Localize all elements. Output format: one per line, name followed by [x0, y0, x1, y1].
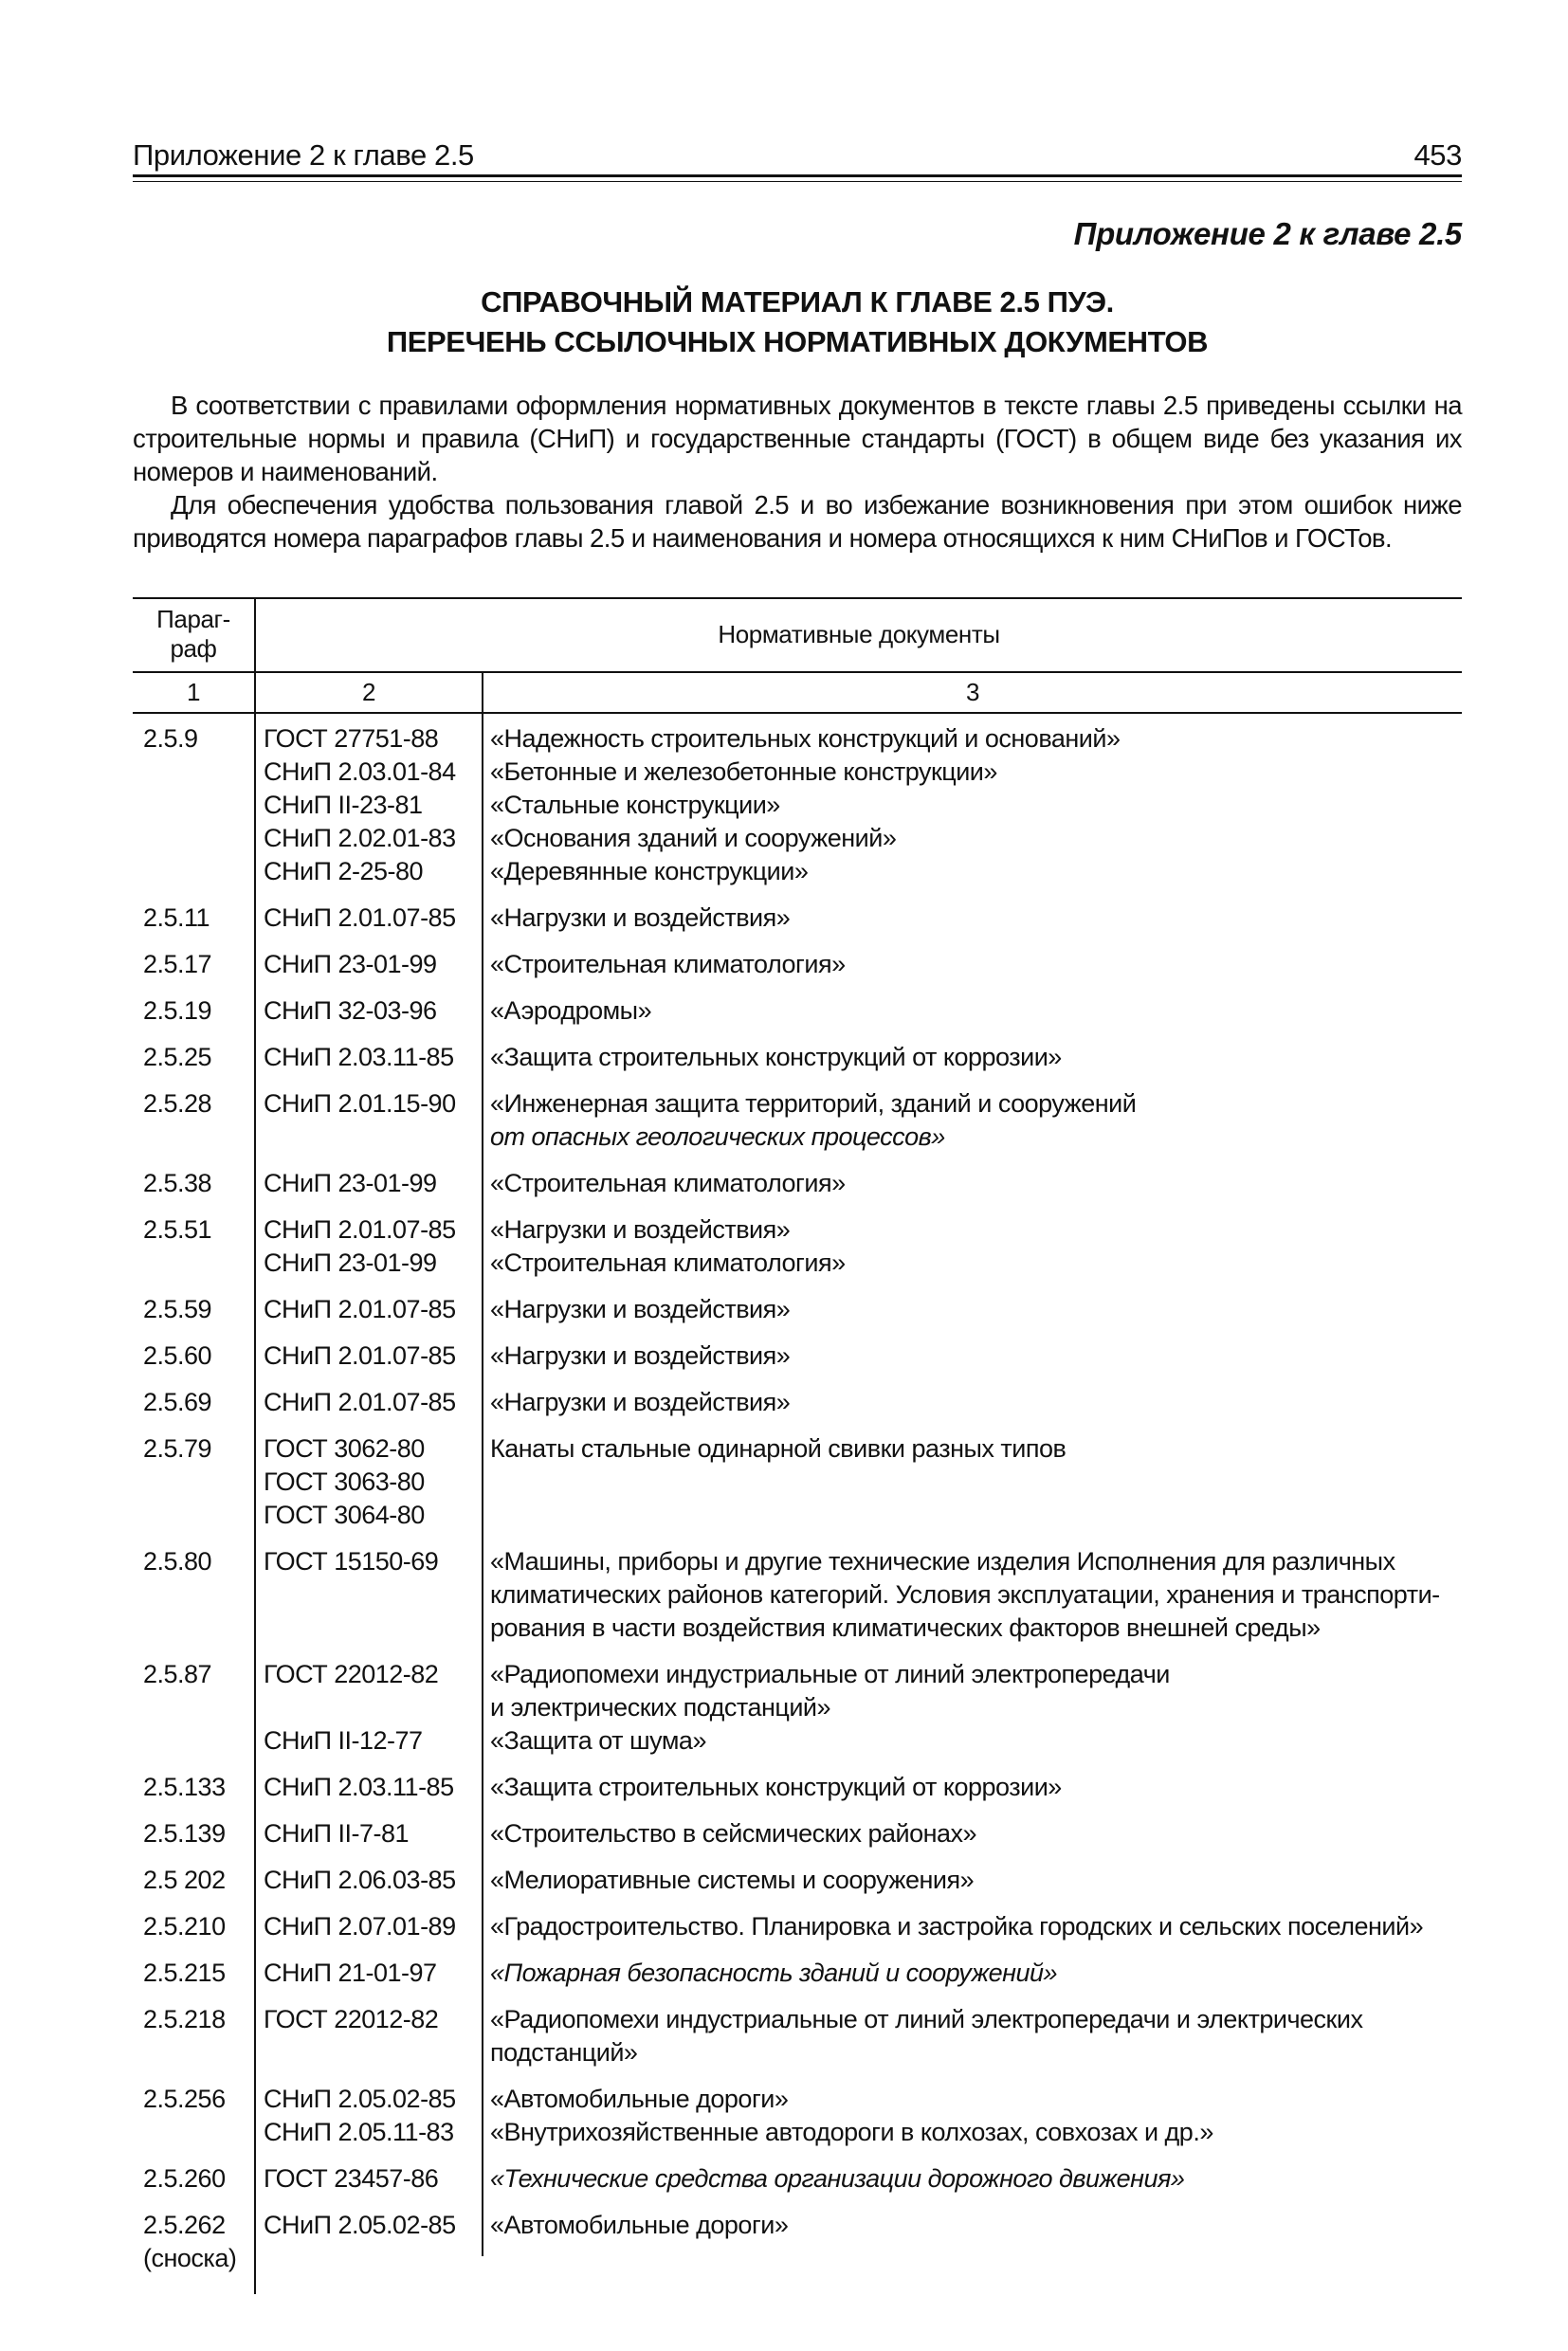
paragraph-line: 2.5.60 [143, 1341, 212, 1370]
table-row [133, 1957, 1462, 2003]
document-code-line: СНиП 2.05.02-85 [264, 2211, 456, 2239]
paragraph-cell [133, 1771, 254, 1804]
document-title-line: «Стальные конструкции» [490, 791, 780, 819]
heading-line-2: ПЕРЕЧЕНЬ ССЫЛОЧНЫХ НОРМАТИВНЫХ ДОКУМЕНТОВ [386, 325, 1209, 358]
document-title-line: «Градостроительство. Планировка и застройка городских и сельских поселений» [490, 1912, 1424, 1941]
document-title-line: «Защита строительных конструкций от коррозии» [490, 1773, 1062, 1801]
document-code-line: СНиП II-23-81 [264, 791, 423, 819]
document-title-cell [482, 1087, 1462, 1154]
intro-text [133, 389, 1462, 555]
document-title-line: «Нагрузки и воздействия» [490, 1341, 791, 1370]
document-code-line: СНиП 23-01-99 [264, 1248, 437, 1277]
heading-line-1: СПРАВОЧНЫЙ МАТЕРИАЛ К ГЛАВЕ 2.5 ПУЭ. [481, 285, 1114, 319]
document-code-line: ГОСТ 22012-82 [264, 2005, 439, 2033]
document-title-cell [482, 1167, 1462, 1200]
document-code-line: СНиП 2.06.03-85 [264, 1866, 456, 1894]
document-code-line: СНиП 2.02.01-83 [264, 824, 456, 852]
document-title-cell [482, 1213, 1462, 1280]
paragraph-line: 2.5.210 [143, 1912, 226, 1941]
document-title-line: подстанций» [490, 2038, 638, 2067]
table-row [133, 994, 1462, 1041]
paragraph-line: (сноска) [143, 2244, 237, 2272]
paragraph-cell [133, 902, 254, 935]
document-code-line: СНиП 2.07.01-89 [264, 1912, 456, 1941]
document-code-line: СНиП 2.03.11-85 [264, 1773, 454, 1801]
document-title-cell [482, 1910, 1462, 1943]
document-code-line: ГОСТ 27751-88 [264, 724, 439, 753]
document-title-cell [482, 1957, 1462, 1990]
document-code-line: СНиП 2.01.15-90 [264, 1089, 456, 1118]
table-row [133, 1293, 1462, 1340]
paragraph-line: 2.5.80 [143, 1547, 212, 1576]
document-code-cell [254, 1771, 482, 1804]
document-code-line: СНиП 2.01.07-85 [264, 903, 456, 932]
paragraph-cell [133, 1432, 254, 1532]
table-row [133, 2162, 1462, 2209]
paragraph-line: 2.5.25 [143, 1043, 212, 1071]
document-title-cell [482, 1864, 1462, 1897]
document-title-cell [482, 722, 1462, 888]
header-paragraph-line-1: Параг- [156, 605, 230, 633]
document-code-cell [254, 1910, 482, 1943]
paragraph-cell [133, 1545, 254, 1645]
paragraph-cell [133, 2162, 254, 2196]
table-row [133, 1041, 1462, 1087]
document-code-cell [254, 1041, 482, 1074]
table-row [133, 1087, 1462, 1167]
document-title-line: «Пожарная безопасность зданий и сооружений» [490, 1959, 1058, 1987]
header-paragraph [133, 605, 254, 664]
document-code-cell [254, 2003, 482, 2069]
document-code-line: СНиП 2-25-80 [264, 857, 424, 885]
paragraph-cell [133, 1087, 254, 1154]
document-title-cell [482, 902, 1462, 935]
document-title-line: «Автомобильные дороги» [490, 2211, 789, 2239]
document-code-cell [254, 1340, 482, 1373]
document-code-cell [254, 1658, 482, 1758]
header-paragraph-line-2: раф [170, 634, 217, 663]
document-title-line: «Мелиоративные системы и сооружения» [490, 1866, 975, 1894]
paragraph-cell [133, 2209, 254, 2275]
document-title-line: «Технические средства организации дорожного движения» [490, 2164, 1185, 2193]
paragraph-cell [133, 1864, 254, 1897]
table-row [133, 1864, 1462, 1910]
document-title-line: «Нагрузки и воздействия» [490, 903, 791, 932]
document-title-cell [482, 1545, 1462, 1645]
table-body [133, 722, 1462, 2288]
paragraph-line: 2.5.215 [143, 1959, 226, 1987]
table-row [133, 1213, 1462, 1293]
paragraph-cell [133, 2083, 254, 2149]
section-heading [133, 282, 1462, 362]
table-row [133, 1658, 1462, 1771]
document-title-line: «Радиопомехи индустриальные от линий электропередачи [490, 1660, 1170, 1688]
document-code-line: СНиП 23-01-99 [264, 1169, 437, 1197]
document-code-cell [254, 1432, 482, 1532]
document-title-line: «Нагрузки и воздействия» [490, 1295, 791, 1323]
document-code-cell [254, 1087, 482, 1154]
document-title-line: «Деревянные конструкции» [490, 857, 809, 885]
document-code-cell [254, 2162, 482, 2196]
document-title-cell [482, 1817, 1462, 1850]
document-code-cell [254, 2083, 482, 2149]
document-title-line: «Инженерная защита территорий, зданий и сооружений [490, 1089, 1137, 1118]
document-title-line: «Основания зданий и сооружений» [490, 824, 897, 852]
document-title-line: «Автомобильные дороги» [490, 2085, 789, 2113]
document-code-line: СНиП 23-01-99 [264, 950, 437, 978]
paragraph-cell [133, 1817, 254, 1850]
document-code-cell [254, 1864, 482, 1897]
paragraph-line: 2.5.11 [143, 903, 210, 932]
table-row [133, 1545, 1462, 1658]
paragraph-line: 2.5.256 [143, 2085, 226, 2113]
header-rule-thin [133, 181, 1462, 182]
document-title-line: «Строительная климатология» [490, 1248, 846, 1277]
table-row [133, 2003, 1462, 2083]
table-row [133, 1386, 1462, 1432]
document-code-line: СНиП 32-03-96 [264, 996, 437, 1025]
document-title-line: «Внутрихозяйственные автодороги в колхозах, совхозах и др.» [490, 2118, 1213, 2146]
document-code-cell [254, 1213, 482, 1280]
header-rule-thick [133, 174, 1462, 177]
document-code-line: СНиП 2.01.07-85 [264, 1295, 456, 1323]
intro-paragraph-2: Для обеспечения удобства пользования главой 2.5 и во избежание возникновения при этом ошибок ниже приводятся номера параграфов главы 2.5 и наименования и номера относящихся к ним СНиПов и ГОСТов. [133, 490, 1462, 553]
document-code-line: СНиП 2.03.01-84 [264, 757, 456, 786]
table-row [133, 1432, 1462, 1545]
paragraph-line: 2.5 202 [143, 1866, 226, 1894]
document-title-cell [482, 1340, 1462, 1373]
document-code-cell [254, 2209, 482, 2275]
document-code-line: СНиП 2.03.11-85 [264, 1043, 454, 1071]
document-title-cell [482, 2209, 1462, 2275]
table-row [133, 1340, 1462, 1386]
paragraph-line: 2.5.139 [143, 1819, 226, 1848]
document-code-cell [254, 722, 482, 888]
page-number: 453 [1413, 138, 1462, 172]
paragraph-line: 2.5.133 [143, 1773, 226, 1801]
paragraph-line: 2.5.260 [143, 2164, 226, 2193]
document-code-cell [254, 948, 482, 981]
document-code-cell [254, 1957, 482, 1990]
paragraph-cell [133, 1213, 254, 1280]
document-code-line: ГОСТ 3063-80 [264, 1467, 425, 1496]
document-code-cell [254, 1817, 482, 1850]
document-code-cell [254, 1167, 482, 1200]
table-numbering-rule [133, 712, 1462, 714]
document-title-line: «Нагрузки и воздействия» [490, 1388, 791, 1416]
table-row [133, 1771, 1462, 1817]
paragraph-line: 2.5.79 [143, 1434, 212, 1463]
document-code-line: СНиП II-12-77 [264, 1726, 423, 1755]
document-code-line: СНиП 2.01.07-85 [264, 1341, 456, 1370]
paragraph-line: 2.5.51 [143, 1215, 212, 1244]
document-code-line: СНиП 2.01.07-85 [264, 1215, 456, 1244]
document-code-cell [254, 1386, 482, 1419]
paragraph-line: 2.5.69 [143, 1388, 212, 1416]
paragraph-cell [133, 1340, 254, 1373]
document-title-cell [482, 2083, 1462, 2149]
document-title-cell [482, 1041, 1462, 1074]
document-code-line [264, 1691, 482, 1724]
paragraph-line: 2.5.17 [143, 950, 212, 978]
document-title-line: «Строительство в сейсмических районах» [490, 1819, 977, 1848]
document-code-line: СНиП 2.01.07-85 [264, 1388, 456, 1416]
document-title-line: «Радиопомехи индустриальные от линий электропередачи и электрических [490, 2005, 1363, 2033]
paragraph-line: 2.5.9 [143, 724, 198, 753]
document-code-line: ГОСТ 15150-69 [264, 1547, 439, 1576]
paragraph-cell [133, 1041, 254, 1074]
document-title-cell [482, 1771, 1462, 1804]
table-row [133, 1167, 1462, 1213]
appendix-label: Приложение 2 к главе 2.5 [1073, 216, 1462, 251]
document-code-line: ГОСТ 23457-86 [264, 2164, 439, 2193]
document-code-line: СНиП II-7-81 [264, 1819, 410, 1848]
paragraph-cell [133, 1957, 254, 1990]
document-title-line: Канаты стальные одинарной свивки разных типов [490, 1434, 1067, 1463]
document-title-line: рования в части воздействия климатических факторов внешней среды» [490, 1613, 1321, 1642]
paragraph-cell [133, 722, 254, 888]
document-title-line: климатических районов категорий. Условия эксплуатации, хранения и транспорти- [490, 1580, 1440, 1609]
document-title-cell [482, 948, 1462, 981]
document-code-cell [254, 994, 482, 1028]
document-code-cell [254, 902, 482, 935]
document-title-line: от опасных геологических процессов» [490, 1122, 945, 1151]
document-code-line: СНиП 2.05.02-85 [264, 2085, 456, 2113]
document-code-cell [254, 1545, 482, 1645]
document-title-line: «Надежность строительных конструкций и оснований» [490, 724, 1121, 753]
document-code-line: СНиП 21-01-97 [264, 1959, 437, 1987]
table-row [133, 1910, 1462, 1957]
paragraph-line: 2.5.218 [143, 2005, 226, 2033]
table-row [133, 948, 1462, 994]
document-title-line: «Бетонные и железобетонные конструкции» [490, 757, 997, 786]
document-title-cell [482, 2003, 1462, 2069]
paragraph-cell [133, 1658, 254, 1758]
document-title-line: «Нагрузки и воздействия» [490, 1215, 791, 1244]
paragraph-line: 2.5.59 [143, 1295, 212, 1323]
document-title-line: «Защита строительных конструкций от коррозии» [490, 1043, 1062, 1071]
paragraph-cell [133, 1167, 254, 1200]
document-title-line: «Аэродромы» [490, 996, 652, 1025]
document-code-line: СНиП 2.05.11-83 [264, 2118, 454, 2146]
paragraph-line: 2.5.87 [143, 1660, 212, 1688]
document-title-line: «Машины, приборы и другие технические изделия Исполнения для различных [490, 1547, 1395, 1576]
document-title-cell [482, 1432, 1462, 1532]
header-col-1: 1 [186, 678, 201, 706]
table-top-rule [133, 597, 1462, 599]
running-title: Приложение 2 к главе 2.5 [133, 138, 474, 172]
document-title-line: «Защита от шума» [490, 1726, 706, 1755]
document-title-line: «Строительная климатология» [490, 1169, 846, 1197]
document-code-line: ГОСТ 3064-80 [264, 1501, 425, 1529]
document-code-line: ГОСТ 22012-82 [264, 1660, 439, 1688]
document-title-cell [482, 2162, 1462, 2196]
table-row [133, 1817, 1462, 1864]
document-title-cell [482, 1293, 1462, 1326]
intro-paragraph-1: В соответствии с правилами оформления нормативных документов в тексте главы 2.5 приведены ссылки на строительные нормы и правила (СНиП) и государственные стандарты (ГОСТ) в общем виде без указания их номеров и наименований. [133, 391, 1462, 486]
document-title-cell [482, 1386, 1462, 1419]
table-row [133, 2083, 1462, 2162]
header-documents: Нормативные документы [718, 620, 1000, 648]
paragraph-line: 2.5.262 [143, 2211, 226, 2239]
paragraph-line: 2.5.19 [143, 996, 212, 1025]
document-code-line: ГОСТ 3062-80 [264, 1434, 425, 1463]
document-title-cell [482, 1658, 1462, 1758]
document-code-cell [254, 1293, 482, 1326]
paragraph-cell [133, 1386, 254, 1419]
document-title-line: и электрических подстанций» [490, 1693, 831, 1722]
table-row [133, 902, 1462, 948]
header-col-2: 2 [361, 678, 376, 706]
paragraph-cell [133, 2003, 254, 2069]
reference-table [133, 597, 1462, 2294]
table-header-rule [133, 671, 1462, 673]
table-row [133, 2209, 1462, 2288]
paragraph-line: 2.5.38 [143, 1169, 212, 1197]
document-title-cell [482, 994, 1462, 1028]
header-col-3: 3 [965, 678, 980, 706]
paragraph-cell [133, 1293, 254, 1326]
paragraph-line: 2.5.28 [143, 1089, 212, 1118]
table-row [133, 722, 1462, 902]
paragraph-cell [133, 948, 254, 981]
paragraph-cell [133, 994, 254, 1028]
document-title-line: «Строительная климатология» [490, 950, 846, 978]
paragraph-cell [133, 1910, 254, 1943]
